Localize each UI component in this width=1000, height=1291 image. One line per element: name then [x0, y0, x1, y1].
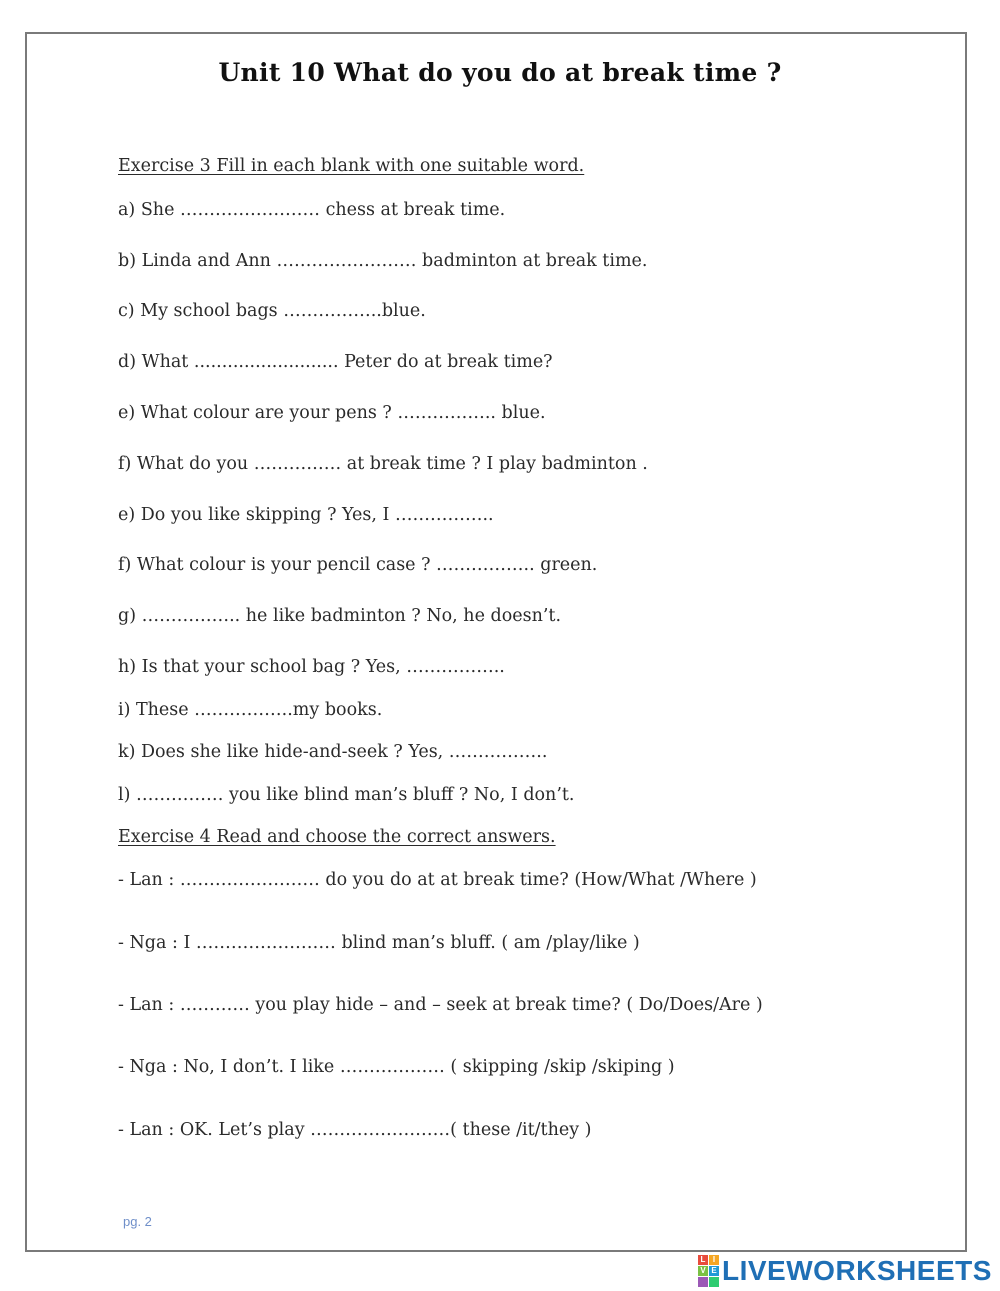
logo-letter: L [698, 1255, 708, 1265]
liveworksheets-logo[interactable] [698, 1256, 992, 1286]
exercise-3-heading: Exercise 3 Fill in each blank with one suitable word. [118, 156, 585, 176]
exercise-3-item: l) …………… you like blind man’s bluff ? No, I don’t. [118, 785, 575, 805]
exercise-3-item: h) Is that your school bag ? Yes, …………….. [118, 657, 505, 677]
exercise-3-item: g) …………….. he like badminton ? No, he doesn’t. [118, 606, 562, 626]
exercise-4-heading: Exercise 4 Read and choose the correct answers. [118, 827, 556, 847]
exercise-3-item: e) What colour are your pens ? …………….. blue. [118, 403, 546, 423]
exercise-4-item: - Lan : …………………… do you do at at break time? (How/What /Where ) [118, 870, 757, 890]
exercise-3-item: a) She …………………… chess at break time. [118, 200, 506, 220]
logo-mark-icon [698, 1255, 719, 1287]
exercise-3-item: k) Does she like hide-and-seek ? Yes, …………….. [118, 742, 548, 762]
exercise-4-item: - Lan : OK. Let’s play ……………………( these /it/they ) [118, 1120, 592, 1140]
exercise-3-item: e) Do you like skipping ? Yes, I …………….. [118, 505, 494, 525]
exercise-3-item: f) What do you …………… at break time ? I play badminton . [118, 454, 648, 474]
logo-letter: I [709, 1255, 719, 1265]
logo-text: LIVEWORKSHEETS [722, 1255, 992, 1286]
exercise-3-item: b) Linda and Ann …………………… badminton at break time. [118, 251, 648, 271]
exercise-3-item: f) What colour is your pencil case ? …………….. green. [118, 555, 598, 575]
exercise-4-item: - Lan : ………… you play hide – and – seek at break time? ( Do/Does/Are ) [118, 995, 763, 1015]
logo-letter: V [698, 1266, 708, 1276]
exercise-3-item: c) My school bags ……………..blue. [118, 301, 426, 321]
exercise-3-item: i) These ……………..my books. [118, 700, 383, 720]
page-title: Unit 10 What do you do at break time ? [218, 58, 782, 87]
logo-letter: E [709, 1266, 719, 1276]
logo-block [709, 1277, 719, 1287]
page-number: pg. 2 [123, 1214, 152, 1229]
exercise-4-item: - Nga : No, I don’t. I like ……………… ( skipping /skip /skiping ) [118, 1057, 675, 1077]
exercise-3-item: d) What .......................... Peter do at break time? [118, 352, 553, 372]
logo-block [698, 1277, 708, 1287]
exercise-4-item: - Nga : I …………………… blind man’s bluff. ( am /play/like ) [118, 933, 640, 953]
